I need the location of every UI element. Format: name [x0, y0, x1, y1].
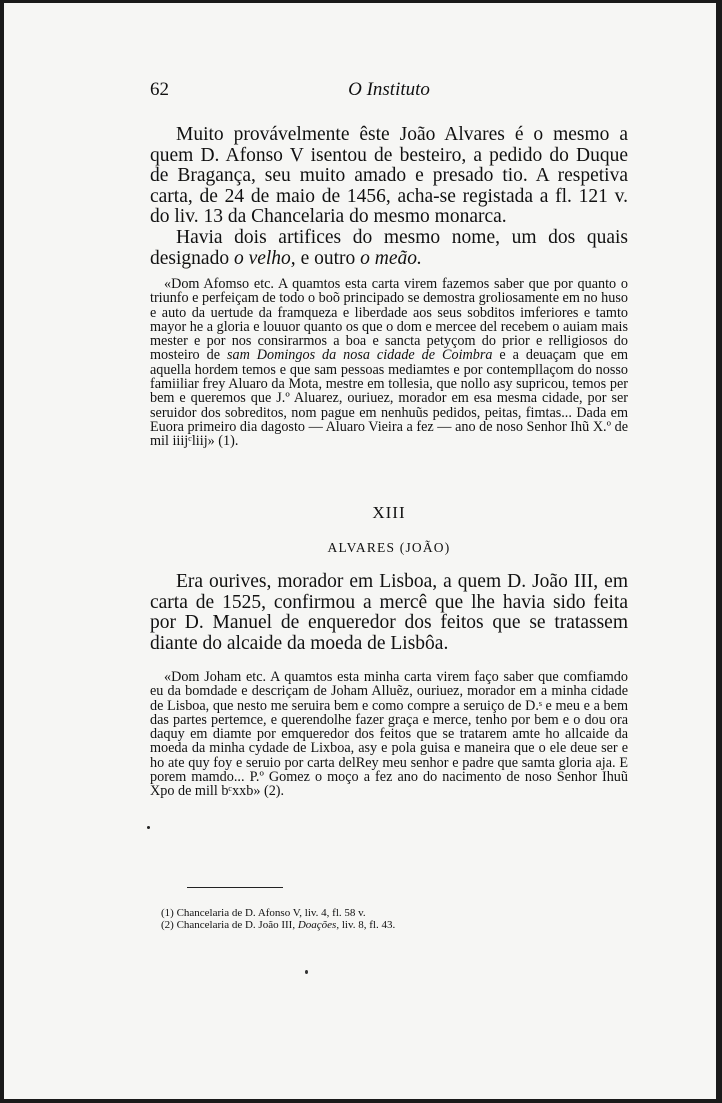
quoted-charter-1 [150, 277, 628, 449]
margin-mark [147, 826, 150, 829]
emphasis-mid: o meão. [360, 247, 422, 269]
footnote-2 [161, 919, 621, 931]
quote1-text-after: e a deuaçam que em aquella hordem temos e que sam pessoas mediamtes e por contempllaçom do nosso famiiliar frey Aluaro da Mota, mestre em tollesia, que nollo asy supricou, temos per bem e queremos que J.º Aluarez, ouriuez, morador em esa mesma cidade, por ser seruidor dos sobreditos, nom pague em nenhuũs pedidos, peitas, fimtas... Dada em Euora primeiro dia dagosto — Aluaro Vieira a fez — ano de noso Senhor Ihũ X.º de mil iiijᶜliij» (1). [150, 347, 629, 450]
footnote-2-after: liv. 8, fl. 43. [341, 919, 396, 932]
running-title: O Instituto [348, 79, 430, 100]
section-paragraph: Era ourives, morador em Lisboa, a quem D. João III, em carta de 1525, confirmou a mercê que lhe havia sido feita por D. Manuel de enqueredor dos feitos que se tratassem diante do alcaide da moeda de Lisbôa. [150, 571, 628, 654]
footnote-2-text: (2) Chancelaria de D. João III, [161, 919, 296, 932]
footnote-1: (1) Chancelaria de D. Afonso V, liv. 4, fl. 58 v. [161, 907, 366, 919]
page-header [150, 79, 628, 105]
section-text [150, 572, 628, 654]
footnotes [161, 907, 621, 932]
page-number: 62 [150, 79, 169, 100]
section-number: XIII [372, 503, 406, 522]
quote1-text-before: «Dom Afomso etc. A quamtos esta carta virem fazemos saber que por quanto o triunfo e perfeiçam de todo o boõ principado se demostra groliosamente em no huso e auto da uertude da framqueza e liberdade aos seus sobditos imferiores e tamto mayor he a gloria e louuor quanto os que o dom e mercee del recebem o auiam mais mester e por nos consirarmos a boa e sancta petyçom do prior e relligiosos do mosteiro de [150, 276, 628, 364]
intro-text [150, 125, 628, 269]
emphasis-old: o velho, [233, 247, 296, 269]
quoted-charter-2 [150, 670, 628, 799]
footnote-2-italic: Doações, [297, 919, 340, 932]
footnote-divider [187, 887, 283, 888]
quote2-paragraph: «Dom Joham etc. A quamtos esta minha carta virem faço saber que comfiamdo eu da bomdade e descriçam de Joham Alluẽz, ouriuez, morador em a minha cidade de Lisboa, que nesto me seruira bem e como compre a seruiço de D.ˢ e meu e a bem das partes pertemce, e querendolhe fazer graça e merce, tenho por bem e o dou ora daquy em diamte por emqueredor dos feitos que se tratarem amte ho allcaide da moeda da minha cydade de Lixboa, asy e pola guisa e maneira que o ele deue ser e ho ate quy foy e seruio por carta delRey meu senhor e padre que samta gloria aja. E porem mamdo... P.º Gomez o moço a fez ano do nacimento de noso Senhor Ihuũ Xpo de mill bᶜxxb» (2). [150, 669, 628, 800]
intro-paragraph-2-text: Havia dois artifices do mesmo nome, um dos quais designado [150, 226, 628, 269]
section-title: ALVARES (JOÃO) [327, 540, 451, 555]
intro-paragraph-2 [150, 228, 628, 269]
scanned-page [4, 3, 716, 1099]
ink-speck [305, 970, 308, 974]
intro-connector: e outro [300, 247, 356, 269]
quote1-paragraph [150, 277, 628, 449]
intro-paragraph-1: Muito provávelmente êste João Alvares é o mesmo a quem D. Afonso V isentou de besteiro, a pedido do Duque de Bragança, seu muito amado e presado tio. A respetiva carta, de 24 de maio de 1456, acha-se registada a fl. 121 v. do liv. 13 da Chancelaria do mesmo monarca. [150, 124, 628, 228]
quote1-place: sam Domingos da nosa cidade de Coimbra [226, 347, 493, 364]
